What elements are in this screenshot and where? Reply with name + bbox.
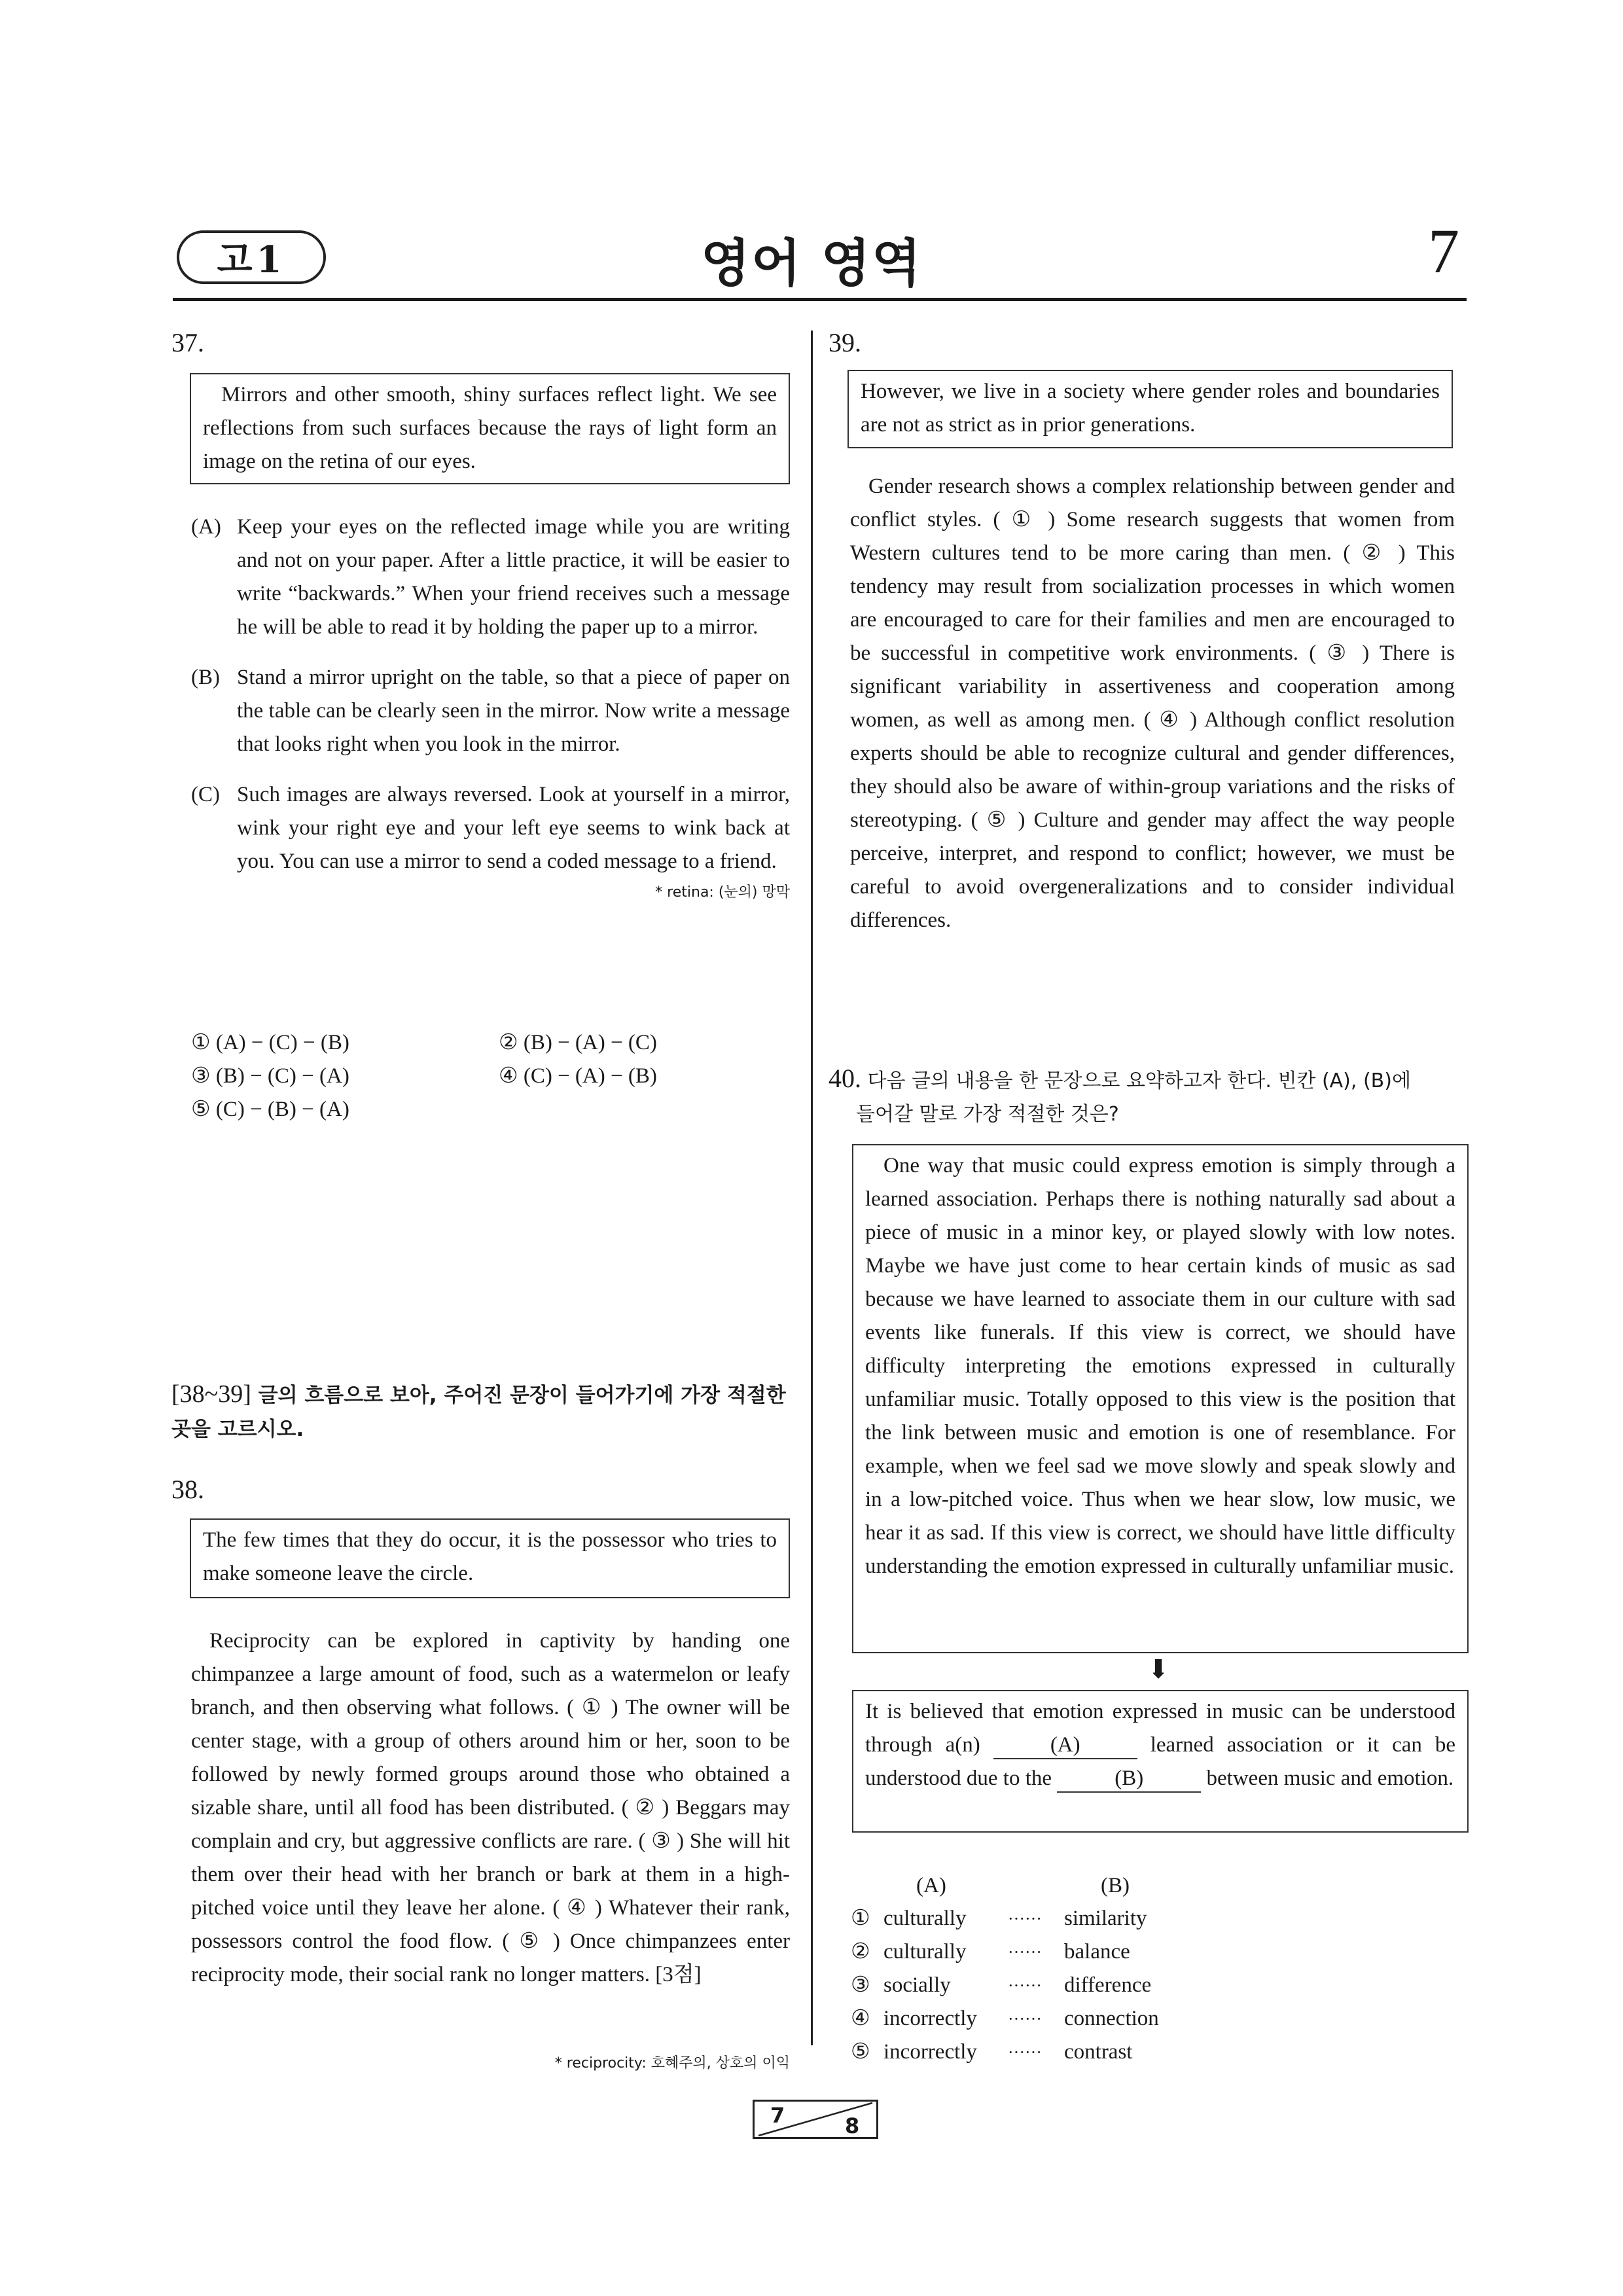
- q37-given-box: [190, 373, 790, 484]
- q37-paragraphs: [191, 511, 790, 901]
- q39-given-text: However, we live in a society where gender roles and boundaries are not as strict as in prior generations.: [861, 380, 1440, 437]
- q40-passage-box: [852, 1144, 1469, 1653]
- page-title: 영어 영역: [700, 234, 923, 293]
- q40-option-5[interactable]: ⑤ incorrectly ······ contrast: [851, 2040, 1133, 2064]
- page-current: 7: [770, 2103, 785, 2128]
- q38-given-box: [190, 1518, 790, 1598]
- q37-option-2[interactable]: ② (B) − (A) − (C): [499, 1031, 657, 1054]
- q40-option-1[interactable]: ① culturally ······ similarity: [851, 1907, 1147, 1930]
- grade-badge: 고1: [177, 230, 326, 284]
- q40-col-a-header: (A): [916, 1874, 946, 1897]
- q40-options: [851, 1902, 1309, 2069]
- q37-paragraph-b: (B) Stand a mirror upright on the table, so that a piece of paper on the table can be clearly seen in the mirror. Now write a message that looks right when you look in the mirror.: [191, 666, 790, 756]
- header-rule: [173, 298, 1467, 301]
- q37-number: 37.: [171, 328, 204, 357]
- q40-summary-box: [852, 1690, 1469, 1833]
- q37-option-4[interactable]: ④ (C) − (A) − (B): [499, 1064, 657, 1088]
- page-total: 8: [845, 2113, 860, 2138]
- q40-col-b-header: (B): [1101, 1874, 1130, 1897]
- page-indicator: [753, 2100, 878, 2139]
- q40-option-4[interactable]: ④ incorrectly ······ connection: [851, 2007, 1159, 2030]
- q37-option-5[interactable]: ⑤ (C) − (B) − (A): [191, 1098, 349, 1121]
- q37-paragraph-a: (A) Keep your eyes on the reflected image while you are writing and not on your paper. After a little practice, it will be easier to write “backwards.” When your friend receives such a message he will be able to read it by holding the paper up to a mirror.: [191, 515, 790, 639]
- q39-passage: Gender research shows a complex relationship between gender and conflict styles. ( ① ) Some research suggests that women from Western cultures tend to be more caring than men. ( ② ) This tendency may result from socialization processes in which women are encouraged to care for their families and men are encouraged to be successful in competitive work environments. ( ③ ) There is significant variability in assertiveness and cooperation among women, as well as among men. ( ④ ) Although conflict resolution experts should be able to recognize cultural and gender differences, they should also be aware of within-group variations and the risks of stereotyping. ( ⑤ ) Culture and gender may affect the way people perceive, interpret, and respond to conflict; however, we must be careful to avoid overgeneralizations and to consider individual differences.: [850, 475, 1455, 932]
- column-divider: [811, 331, 813, 2045]
- q38-number: 38.: [171, 1475, 204, 1504]
- q37-option-1[interactable]: ① (A) − (C) − (B): [191, 1031, 349, 1054]
- q37-option-3[interactable]: ③ (B) − (C) − (A): [191, 1064, 349, 1088]
- q38-given-text: The few times that they do occur, it is the possessor who tries to make someone leave the circle.: [203, 1528, 777, 1585]
- q40-number: 40.: [829, 1064, 861, 1093]
- q40-option-2[interactable]: ② culturally ······ balance: [851, 1940, 1130, 1964]
- q40-summary: It is believed that emotion expressed in music can be understood through a(n) (A) learned association or it can be understood due to the (B) between music and emotion.: [853, 1691, 1467, 1799]
- page-number: 7: [1428, 216, 1459, 286]
- q38-footnote: * reciprocity: 호혜주의, 상호의 이익: [554, 2055, 790, 2072]
- q40-passage: One way that music could express emotion is simply through a learned association. Perhaps there is nothing naturally sad about a piece of music in a minor key, or played slowly with low notes. Maybe we have just come to hear certain kinds of music as sad because we have learned to associate them in our culture with sad events like funerals. If this view is correct, we should have difficulty interpreting the emotions expressed in culturally unfamiliar music. Totally opposed to this view is the position that the link between music and emotion is one of resemblance. For example, when we feel sad we move slowly and speak slowly and in a low-pitched voice. Thus when we hear slow, low music, we hear it as sad. If this view is correct, we should have little difficulty understanding the emotion expressed in culturally unfamiliar music.: [865, 1154, 1455, 1578]
- q39-given-box: [847, 370, 1453, 448]
- q40-option-3[interactable]: ③ socially ······ difference: [851, 1973, 1152, 1997]
- q37-paragraph-c: (C) Such images are always reversed. Look at yourself in a mirror, wink your right eye and your left eye seems to wink back at you. You can use a mirror to send a coded message to a friend.: [191, 783, 790, 873]
- blank-a: (A): [993, 1732, 1137, 1759]
- instruction-38-39: [38~39] 글의 흐름으로 보아, 주어진 문장이 들어가기에 가장 적절한 곳을 고르시오.: [171, 1380, 786, 1441]
- q40-instruction: 40. 다음 글의 내용을 한 문장으로 요약하고자 한다. 빈칸 (A), (B)에 들어갈 말로 가장 적절한 것은?: [829, 1064, 1411, 1126]
- q39-number: 39.: [829, 328, 861, 357]
- q37-given-text: Mirrors and other smooth, shiny surfaces reflect light. We see reflections from such surfaces because the rays of light form an image on the retina of our eyes.: [203, 383, 777, 473]
- blank-b: (B): [1057, 1765, 1201, 1793]
- down-arrow-icon: ⬇: [1147, 1655, 1169, 1685]
- q37-footnote: * retina: (눈의) 망막: [655, 884, 790, 901]
- q38-passage: Reciprocity can be explored in captivity by handing one chimpanzee a large amount of food, such as a watermelon or leafy branch, and then observing what follows. ( ① ) The owner will be center stage, with a group of others around him or her, soon to be followed by newly formed groups around those who obtained a sizable share, until all food has been distributed. ( ② ) Beggars may complain and cry, but aggressive conflicts are rare. ( ③ ) She will hit them over their head with her branch or bark at them in a high-pitched voice until they leave her alone. ( ④ ) Whatever their rank, possessors control the food flow. ( ⑤ ) Once chimpanzees enter reciprocity mode, their social rank no longer matters. [3점]: [191, 1629, 790, 1986]
